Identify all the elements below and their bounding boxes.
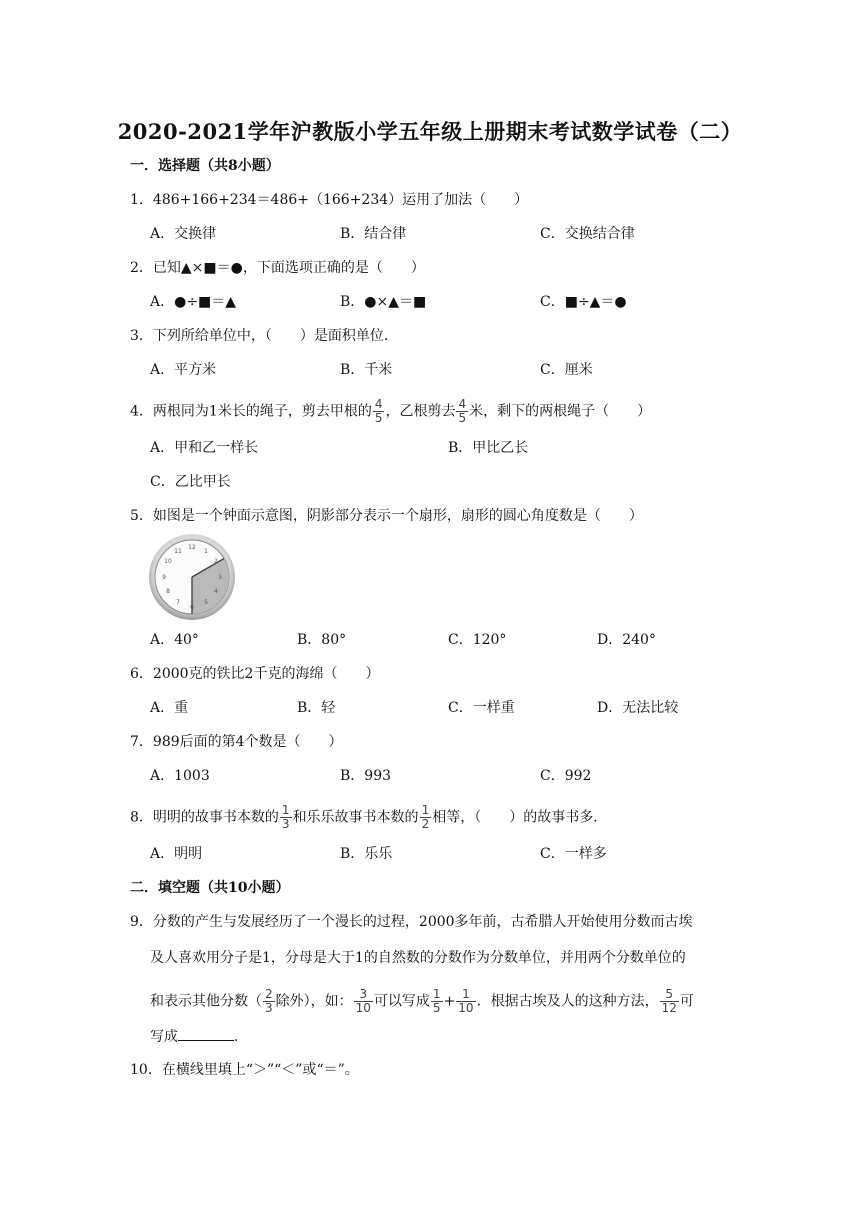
q1-option-a: A．交换律: [150, 226, 217, 242]
q4-option-b: B．甲比乙长: [448, 440, 529, 456]
q3-option-b: B．千米: [340, 362, 393, 378]
q9-text-b: 除外），如：: [275, 993, 353, 1010]
clock-number-1: 1: [204, 548, 208, 555]
fraction-1-10: $\frac{1}{10}$: [458, 987, 474, 1015]
fraction-4-5-b: $\frac{4}{5}$: [458, 397, 467, 425]
clock-number-7: 7: [176, 599, 180, 606]
answer-blank[interactable]: [178, 1026, 234, 1041]
q9-text-a: 和表示其他分数（: [150, 993, 262, 1010]
q4-option-a: A．甲和乙一样长: [150, 440, 259, 456]
question-9-line-3: [150, 988, 694, 1015]
fraction-2-3: $\frac{2}{3}$: [265, 987, 273, 1015]
q3-option-c: C．厘米: [540, 362, 593, 378]
clock-number-10: 10: [164, 558, 172, 565]
question-9-line-2: 及人喜欢用分子是1，分母是大于1的自然数的分数作为分数单位，并用两个分数单位的: [150, 950, 686, 966]
q8-option-a: A．明明: [150, 846, 203, 862]
section-heading-choice: 一．选择题（共8小题）: [130, 158, 280, 174]
q5-option-a: A．40°: [150, 632, 199, 648]
q2-option-c: C．■÷▲＝●: [540, 294, 627, 310]
fraction-1-2: $\frac{1}{2}$: [421, 803, 430, 831]
q6-option-a: A．重: [150, 700, 189, 716]
q5-option-c: C．120°: [448, 632, 507, 648]
q1-option-b: B．结合律: [340, 226, 407, 242]
question-3: 3．下列所给单位中，（ ）是面积单位．: [130, 328, 398, 344]
q6-option-b: B．轻: [297, 700, 336, 716]
q1-option-c: C．交换结合律: [540, 226, 635, 242]
fraction-1-5: $\frac{1}{5}$: [432, 987, 441, 1015]
question-8: [130, 804, 607, 831]
q7-option-a: A．1003: [150, 768, 210, 784]
clock-face-figure: [146, 533, 238, 621]
question-9-line-4: [150, 1026, 248, 1047]
q5-option-b: B．80°: [297, 632, 347, 648]
q8-text-part2: 和乐乐故事书本数的: [292, 809, 419, 826]
clock-number-8: 8: [166, 588, 170, 595]
fraction-5-12: $\frac{5}{12}$: [661, 987, 677, 1015]
q8-option-c: C．一样多: [540, 846, 607, 862]
section-heading-fill-in: 二．填空题（共10小题）: [130, 880, 290, 896]
q7-option-b: B．993: [340, 768, 392, 784]
q8-text-part3: 相等，（ ）的故事书多．: [432, 809, 608, 826]
q6-option-c: C．一样重: [448, 700, 515, 716]
q9-text-c: 可以写成: [373, 993, 430, 1010]
q4-option-c: C．乙比甲长: [150, 474, 231, 490]
fraction-1-3: $\frac{1}{3}$: [281, 803, 290, 831]
clock-number-2: 2: [214, 558, 218, 565]
q4-text-part1: 4．两根同为1米长的绳子，剪去甲根的: [130, 403, 372, 420]
q9-text-write: 写成: [150, 1029, 178, 1045]
q5-option-d: D．240°: [597, 632, 656, 648]
question-1: 1．486+166+234＝486+（166+234）运用了加法（ ）: [130, 192, 529, 208]
q9-plus: +: [443, 993, 456, 1010]
clock-number-4: 4: [214, 588, 218, 595]
q9-period: ．: [234, 1029, 248, 1045]
question-4: [130, 398, 651, 425]
question-2: 2．已知▲×■＝●，下面选项正确的是（ ）: [130, 260, 425, 276]
q2-option-a: A．●÷■＝▲: [150, 294, 237, 310]
clock-number-5: 5: [204, 599, 208, 606]
clock-number-3: 3: [218, 574, 222, 581]
q4-text-part2: ，乙根剪去: [385, 403, 456, 420]
q3-option-a: A．平方米: [150, 362, 217, 378]
clock-number-6: 6: [190, 604, 194, 611]
clock-number-11: 11: [174, 548, 182, 555]
q4-text-part3: 米，剩下的两根绳子（ ）: [469, 403, 652, 420]
clock-number-12: 12: [188, 544, 196, 551]
question-9-line-1: 9．分数的产生与发展经历了一个漫长的过程，2000多年前，古希腊人开始使用分数而古埃: [130, 914, 693, 930]
question-7: 7．989后面的第4个数是（ ）: [130, 734, 343, 750]
fraction-3-10: $\frac{3}{10}$: [355, 987, 371, 1015]
fraction-4-5: $\frac{4}{5}$: [374, 397, 383, 425]
clock-number-9: 9: [162, 574, 166, 581]
question-5: 5．如图是一个钟面示意图，阴影部分表示一个扇形，扇形的圆心角度数是（ ）: [130, 508, 643, 524]
q9-text-e: ．根据古埃及人的这种方法，: [476, 993, 659, 1010]
q6-option-d: D．无法比较: [597, 700, 679, 716]
question-6: 6．2000克的铁比2千克的海绵（ ）: [130, 666, 380, 682]
q8-text-part1: 8．明明的故事书本数的: [130, 809, 279, 826]
q8-option-b: B．乐乐: [340, 846, 393, 862]
q2-option-b: B．●×▲＝■: [340, 294, 427, 310]
exam-title: 2020-2021学年沪教版小学五年级上册期末考试数学试卷（二）: [117, 119, 743, 144]
question-10: 10．在横线里填上“＞”“＜”或“＝”。: [130, 1062, 359, 1078]
q9-text-f: 可: [679, 993, 694, 1010]
q7-option-c: C．992: [540, 768, 592, 784]
